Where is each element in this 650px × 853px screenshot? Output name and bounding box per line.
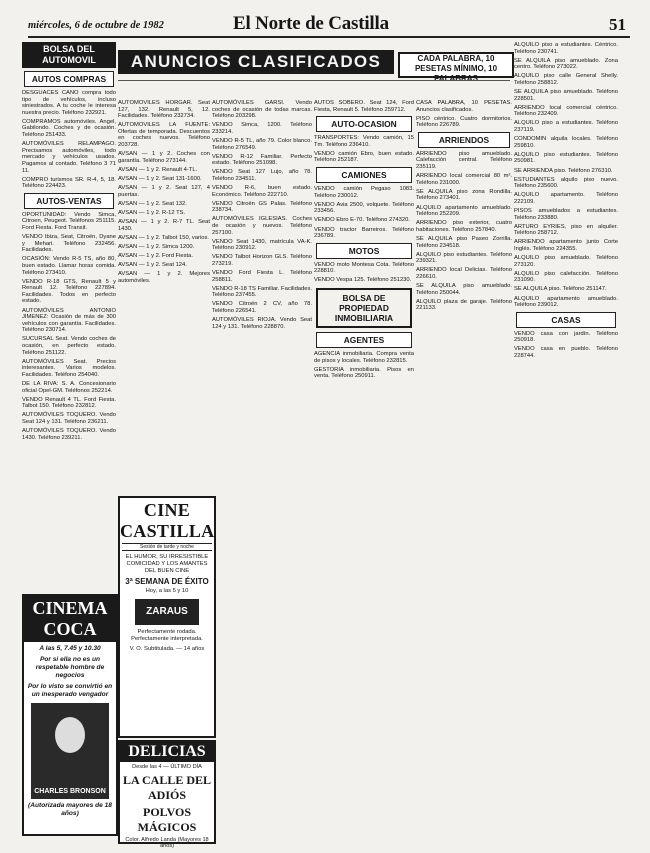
portrait-shape — [55, 717, 85, 753]
delicias-cinema-ad — [118, 740, 216, 850]
classified-ad: DESGUACES CANO compra todo tipo de vehículos, incluso siniestrados. A tu coche le interesa nuestra precio. Teléfono 232921. — [22, 90, 116, 116]
classified-ad: ESTUDIANTES alquilo piso nuevo. Teléfono 235600. — [514, 176, 618, 190]
classified-ad: ALQUILO apartamento. Teléfono 222109. — [514, 192, 618, 205]
classified-ad: VENDO R-18 GTS, Renault 5 y Renault 12. Teléfono 227894. Facilidades. Todos en perfecto estado. — [22, 278, 116, 305]
film-logo: ZARAUS — [135, 599, 199, 625]
classified-ad: VENDO camión Ebro, buen estado. Teléfono 252187. — [314, 150, 414, 164]
banner-rule — [118, 80, 510, 81]
classified-ad: AUTOMOVILES LA FUENTE: Ofertas de temporada. Descuentos en coches nuevos. Teléfono 203728. — [118, 122, 210, 149]
classified-ad: AVSAN — 1 y 2. Simca 1200. — [118, 243, 195, 250]
classified-ad: ALQUILO piso calle General Shelly. Teléfono 258812. — [514, 73, 618, 86]
classified-ad: AUTOMOVILES HORGAR. Seat 127, 132. Renault 5, 12. Facilidades. Teléfono 232734. — [118, 100, 210, 120]
classified-ad: ARRIENDO local comercial 80 m². Teléfono 231000. — [416, 173, 512, 186]
classified-ad: VENDO Renault 4 TL. Ford Fiesta. Talbot 150. Teléfono 232812. — [22, 396, 116, 410]
classified-ad: VENDO R-18 TS Familiar. Facilidades. Teléfono 237455. — [212, 285, 312, 299]
classified-ad: GESTORIA inmobiliaria. Pisos en venta. Teléfono 250911. — [314, 366, 414, 380]
cinema-coca-tagline-2: Por lo visto se convirtió en un inesperado vengador — [27, 683, 113, 698]
section-title-motos: MOTOS — [316, 243, 412, 259]
classified-ad: AVSAN — 1 y 2. Seat 131-1600. — [118, 175, 202, 182]
issue-date: miércoles, 6 de octubre de 1982 — [28, 20, 164, 31]
classified-ad: SUCURSAL Seat. Vendo coches de ocasión, en perfecto estado. Teléfono 251122. — [22, 336, 116, 356]
classified-ad: PISO céntrico. Cuatro dormitorios. Teléfono 226789. — [416, 115, 512, 129]
poster-caption: CHARLES BRONSON — [34, 788, 106, 795]
classified-ad: AUTOMÓVILES Seat. Precios interesantes. Varios modelos. Facilidades. Teléfono 254040. — [22, 358, 116, 378]
section-head-bolsa-automovil: BOLSA DEL AUTOMOVIL — [22, 42, 116, 68]
section-title-camiones: CAMIONES — [316, 167, 412, 183]
classified-ad: ALQUILO piso estudiantes. Teléfono 239321. — [416, 251, 512, 265]
classified-ad: SE ALQUILA piso amueblado. Zona centro. Teléfono 273022. — [514, 57, 618, 71]
section-title-agentes: AGENTES — [316, 332, 412, 348]
cinema-coca-times: A las 5, 7.45 y 10.30 — [39, 645, 101, 652]
page-header — [28, 8, 630, 38]
delicias-film-title: LA CALLE DEL ADIÓS — [122, 772, 212, 802]
classified-ad: AUTOMÓVILES IGLESIAS. Coches de ocasión y nuevos. Teléfono 257100. — [212, 216, 312, 236]
cine-castilla-subtitle: Sesión de tarde y noche — [122, 543, 212, 551]
classified-ad: VENDO R-5 TL, año 79. Color blanco. Teléfono 276549. — [212, 137, 312, 151]
film-poster-image — [31, 703, 109, 799]
section-title-autos-ventas: AUTOS-VENTAS — [24, 193, 114, 209]
classified-ad: TRANSPORTES: Vendo camión, 15 Tm. Teléfono 236410. — [314, 135, 414, 148]
classified-ad: ALQUILO piso amueblado. Teléfono 273120. — [514, 255, 618, 268]
classified-ad: VENDO R-12 Familiar. Perfecto estado. Teléfono 251098. — [212, 153, 312, 167]
classified-ad: CASA PALABRA, 10 PESETAS. Anuncios clasificados. — [416, 100, 512, 113]
cinema-coca-title: CINEMA COCA — [24, 596, 116, 642]
classified-ad: VENDO Ebro E-70. Teléfono 274320. — [314, 217, 410, 224]
page-number: 51 — [609, 15, 626, 34]
classified-ad: VENDO R-6, buen estado. Económico. Teléfono 222710. — [212, 185, 312, 198]
delicias-rating: Color. Alfredo Landa (Mayores 18 años) — [125, 836, 209, 850]
classified-ad: AUTOMÓVILES RELAMPAGO. Precisamos automóviles, todo mercado y vehículos usados. Pagamos al contado. Teléfono 3 71 11. — [22, 141, 116, 174]
cine-castilla-week: 3ª SEMANA DE ÉXITO — [125, 577, 209, 586]
classified-ad: AVSAN — 1 y 2. Seat 127, 4 puertas. — [118, 185, 210, 198]
classifieds-banner: ANUNCIOS CLASIFICADOS — [118, 50, 394, 74]
cine-castilla-title: CINE CASTILLA — [120, 500, 215, 541]
classified-ad: AUTOMÓVILES TOQUERO. Vendo 1430. Teléfono 239211. — [22, 428, 116, 441]
classified-ad: VENDO Talbot Horizon GLS. Teléfono 273219. — [212, 254, 312, 267]
classified-ad: VENDO Avia 2500, volquete. Teléfono 233456. — [314, 201, 414, 215]
classified-ad: COMPRAMOS automóviles. Angel, Gabilondo. Coches y de ocasión. Teléfono 251433. — [22, 118, 116, 139]
classified-ad: ALQUILO piso estudiantes. Teléfono 250981. — [514, 151, 618, 165]
section-title-auto-ocasion: AUTO-OCASION — [316, 116, 412, 132]
classified-ad: AVSAN — 1 y 2. Renault 4-TL. — [118, 166, 198, 173]
cine-castilla-review: Perfectamente rodada. Perfectamente interpretada. — [131, 629, 203, 642]
classified-ad: SE ALQUILA piso amueblado. Teléfono 228501. — [514, 89, 618, 102]
classified-ad: ALQUILO apartamento amueblado. Teléfono 252209. — [416, 204, 512, 218]
cinema-coca-ad — [22, 594, 118, 836]
classified-ad: VENDO casa con jardín. Teléfono 250918. — [514, 330, 618, 344]
classified-ad: VENDO casa en pueblo. Teléfono 228744. — [514, 346, 618, 359]
section-title-autos-compras: AUTOS COMPRAS — [24, 71, 114, 87]
delicias-title: DELICIAS — [120, 742, 214, 762]
cine-castilla-times: Hoy, a las 5 y 10 — [145, 588, 189, 594]
classified-ad: VENDO Simca, 1200. Teléfono 233214. — [212, 122, 312, 135]
classified-ad: COMPRO turismos SR. R-4, 5, 18. Teléfono 224423. — [22, 176, 116, 190]
column-3 — [212, 100, 312, 840]
section-title-arriendos: ARRIENDOS — [418, 132, 510, 148]
classified-ad: AUTOMÓVILES ANTONIO JIMENEZ: Ocasión de más de 300 vehículos con garantía. Facilidades. Teléfono 230714. — [22, 307, 116, 334]
classified-ad: AVSAN — 1 y 2. Ford Fiesta. — [118, 252, 193, 259]
column-4 — [314, 100, 414, 840]
classified-ad: ALQUILO piso calefacción. Teléfono 231090. — [514, 270, 618, 284]
delicias-film-title-2: POLVOS MÁGICOS — [137, 804, 197, 834]
classified-ad: VENDO Ford Fiesta L. Teléfono 258811. — [212, 270, 312, 283]
cine-castilla-text: EL HUMOR, SU IRRESISTIBLE COMICIDAD Y LOS AMANTES DEL BUEN CINE — [125, 554, 209, 574]
classified-ad: VENDO Vespa 125. Teléfono 251230. — [314, 277, 412, 284]
classified-ad: ARRIENDO piso exterior, cuatro habitaciones. Teléfono 257840. — [416, 220, 512, 233]
classified-ad: AUTOMÓVILES RIOJA. Vendo Seat 124 y 131. Teléfono 228870. — [212, 317, 312, 330]
classified-ad: AVSAN — 1 y 2. R-7 TL. Seat 1430. — [118, 218, 210, 232]
classified-ad: AVSAN — 1 y 2. Coches con garantía. Teléfono 273144. — [118, 151, 210, 164]
column-5 — [416, 100, 512, 840]
cine-castilla-rating: V. O. Subtitulada. — 14 años — [129, 646, 205, 652]
classified-ad: PISOS amueblados a estudiantes. Teléfono 233880. — [514, 207, 618, 221]
classified-ad: OCASIÓN: Vendo R-5 TS, año 80, buen estado. Llamar horas comida. Teléfono 273410. — [22, 256, 116, 276]
section-head-bolsa-propiedad: BOLSA DE PROPIEDAD INMOBILIARIA — [316, 288, 412, 328]
classified-ad: ALQUILO piso a estudiantes. Céntrico. Teléfono 230741. — [514, 42, 618, 55]
classified-ad: ARRIENDO local Delicias. Teléfono 226610. — [416, 267, 512, 280]
classified-ad: AVSAN — 1 y 2. Seat 124. — [118, 261, 187, 268]
column-6 — [514, 42, 618, 842]
classified-ad: VENDO camión Pegaso 1083. Teléfono 230012. — [314, 186, 414, 199]
classified-ad: CONDOMIN alquila locales. Teléfono 259810. — [514, 136, 618, 149]
delicias-times: Desde las 4 — ÚLTIMO DÍA — [132, 764, 202, 770]
price-promo: CADA PALABRA, 10 PESETAS MÍNIMO, 10 PALABRAS — [398, 52, 514, 78]
classified-ad: ARRIENDO local comercial céntrico. Teléfono 232409. — [514, 104, 618, 118]
classified-ad: VENDO tractor Barreiros. Teléfono 236789. — [314, 226, 414, 240]
classified-ad: VENDO Ibiza, Seat, Citroën, Dyane y Mehari. Teléfono 232456. Facilidades. — [22, 234, 116, 254]
classified-ad: ARRIENDO piso amueblado. Calefacción central. Teléfono 235119. — [416, 150, 512, 171]
classified-ad: SE ARRIENDA piso. Teléfono 276310. — [514, 167, 613, 174]
classified-ad: OPORTUNIDAD: Vendo Simca, Citroen, Peugeot. Teléfonos 251115. Ford Fiesta. Ford Transit. — [22, 211, 116, 231]
cine-castilla-ad — [118, 496, 216, 738]
classified-ad: AUTOS SOBERO. Seat 124, Ford Fiesta, Renault 5. Teléfono 259712. — [314, 100, 414, 113]
classified-ad: ARTURO EYRIES, piso en alquiler. Teléfono 258712. — [514, 223, 618, 237]
section-title-casas: CASAS — [516, 312, 616, 328]
classified-ad: AGENCIA inmobiliaria. Compra venta de pisos y locales. Teléfono 232815. — [314, 351, 414, 364]
classified-ad: SE ALQUILA piso Paseo Zorrilla. Teléfono 234518. — [416, 235, 512, 249]
classified-ad: AUTOMÓVILES TOQUERO. Vendo Seat 124 y 131. Teléfono 236211. — [22, 412, 116, 425]
masthead: El Norte de Castilla — [233, 13, 389, 34]
classified-ad: SE ALQUILA piso amueblado. Teléfono 250044. — [416, 282, 512, 296]
classified-ad: AVSAN — 1 y 2. Talbot 150, varios. — [118, 234, 209, 241]
classified-ad: DE LA RIVA: S. A. Concesionario oficial Opel-GM. Teléfonos 252214. — [22, 380, 116, 394]
classified-ad: AVSAN — 1 y 2. R-12 TS. — [118, 209, 186, 216]
classified-ad: VENDO Citroën 2 CV, año 78. Teléfono 226541. — [212, 301, 312, 315]
classified-ad: ALQUILO plaza de garaje. Teléfono 221133. — [416, 298, 512, 312]
classified-ad: ARRIENDO apartamento junto Corte Inglés. Teléfono 224355. — [514, 239, 618, 252]
classified-ad: VENDO moto Montesa Cota. Teléfono 228810. — [314, 261, 414, 275]
classified-ad: SE ALQUILA piso zona Rondilla. Teléfono 273401. — [416, 188, 512, 202]
cinema-coca-tagline: Por si ella no es un respetable hombre de negocios — [35, 656, 105, 679]
classified-ad: SE ALQUILA piso. Teléfono 251147. — [514, 286, 607, 293]
classified-ad: AVSAN — 1 y 2. Mejores automóviles. — [118, 270, 210, 284]
cinema-coca-rating: (Autorizada mayores de 18 años) — [28, 802, 112, 817]
classified-ad: ALQUILO piso a estudiantes. Teléfono 237119. — [514, 120, 618, 134]
classified-ad: VENDO Seat 1430, matrícula VA-K. Teléfono 230912. — [212, 238, 312, 252]
classified-ad: AUTOMÓVILES GARSI. Vendo coches de ocasión de todas marcas. Teléfono 203298. — [212, 100, 312, 120]
classified-ad: ALQUILO apartamento amueblado. Teléfono 239012. — [514, 295, 618, 309]
classified-ad: AVSAN — 1 y 2. Seat 132. — [118, 200, 187, 207]
classified-ad: VENDO Citroën GS Palas. Teléfono 238734. — [212, 200, 312, 214]
classified-ad: VENDO Seat 127 Lujo, año 78. Teléfono 234511. — [212, 169, 312, 182]
